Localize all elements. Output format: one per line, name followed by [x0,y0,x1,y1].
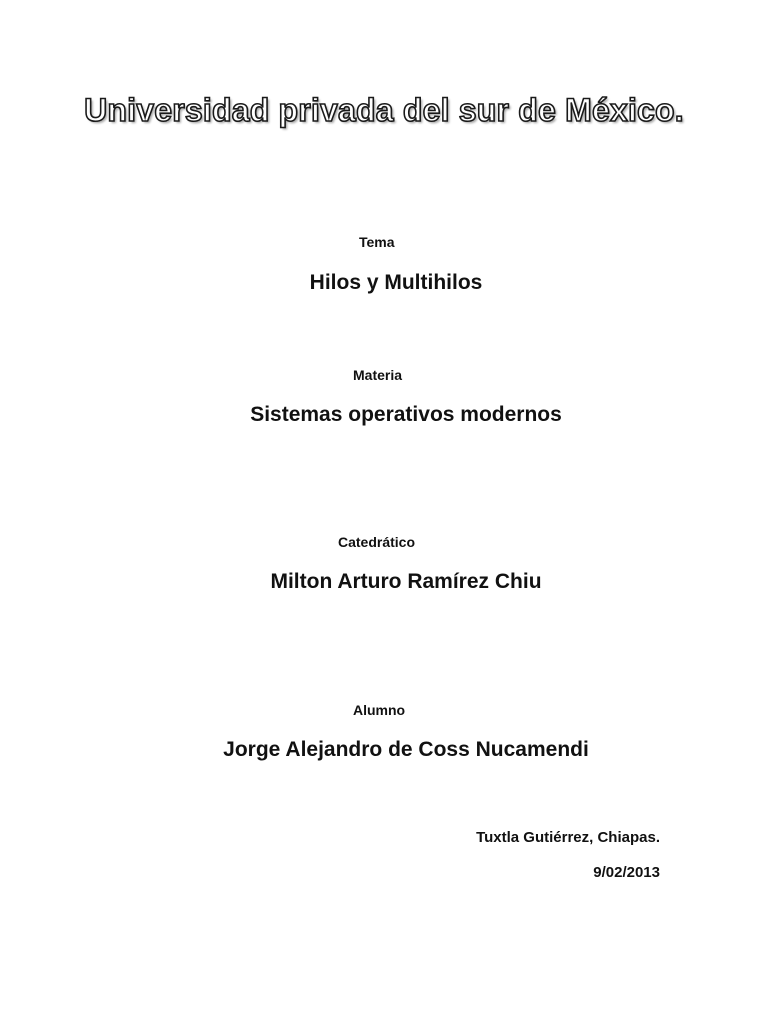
alumno-value: Jorge Alejandro de Coss Nucamendi [223,738,589,761]
catedratico-value: Milton Arturo Ramírez Chiu [270,570,542,593]
alumno-label: Alumno [353,702,406,718]
tema-value: Hilos y Multihilos [309,271,483,294]
catedratico-label: Catedrático [338,534,416,550]
tema-label: Tema [359,234,395,250]
location-text: Tuxtla Gutiérrez, Chiapas. [476,829,660,846]
materia-label: Materia [353,367,403,383]
date-text: 9/02/2013 [593,864,660,881]
materia-value: Sistemas operativos modernos [250,403,562,426]
university-title: Universidad privada del sur de México. [84,92,684,128]
